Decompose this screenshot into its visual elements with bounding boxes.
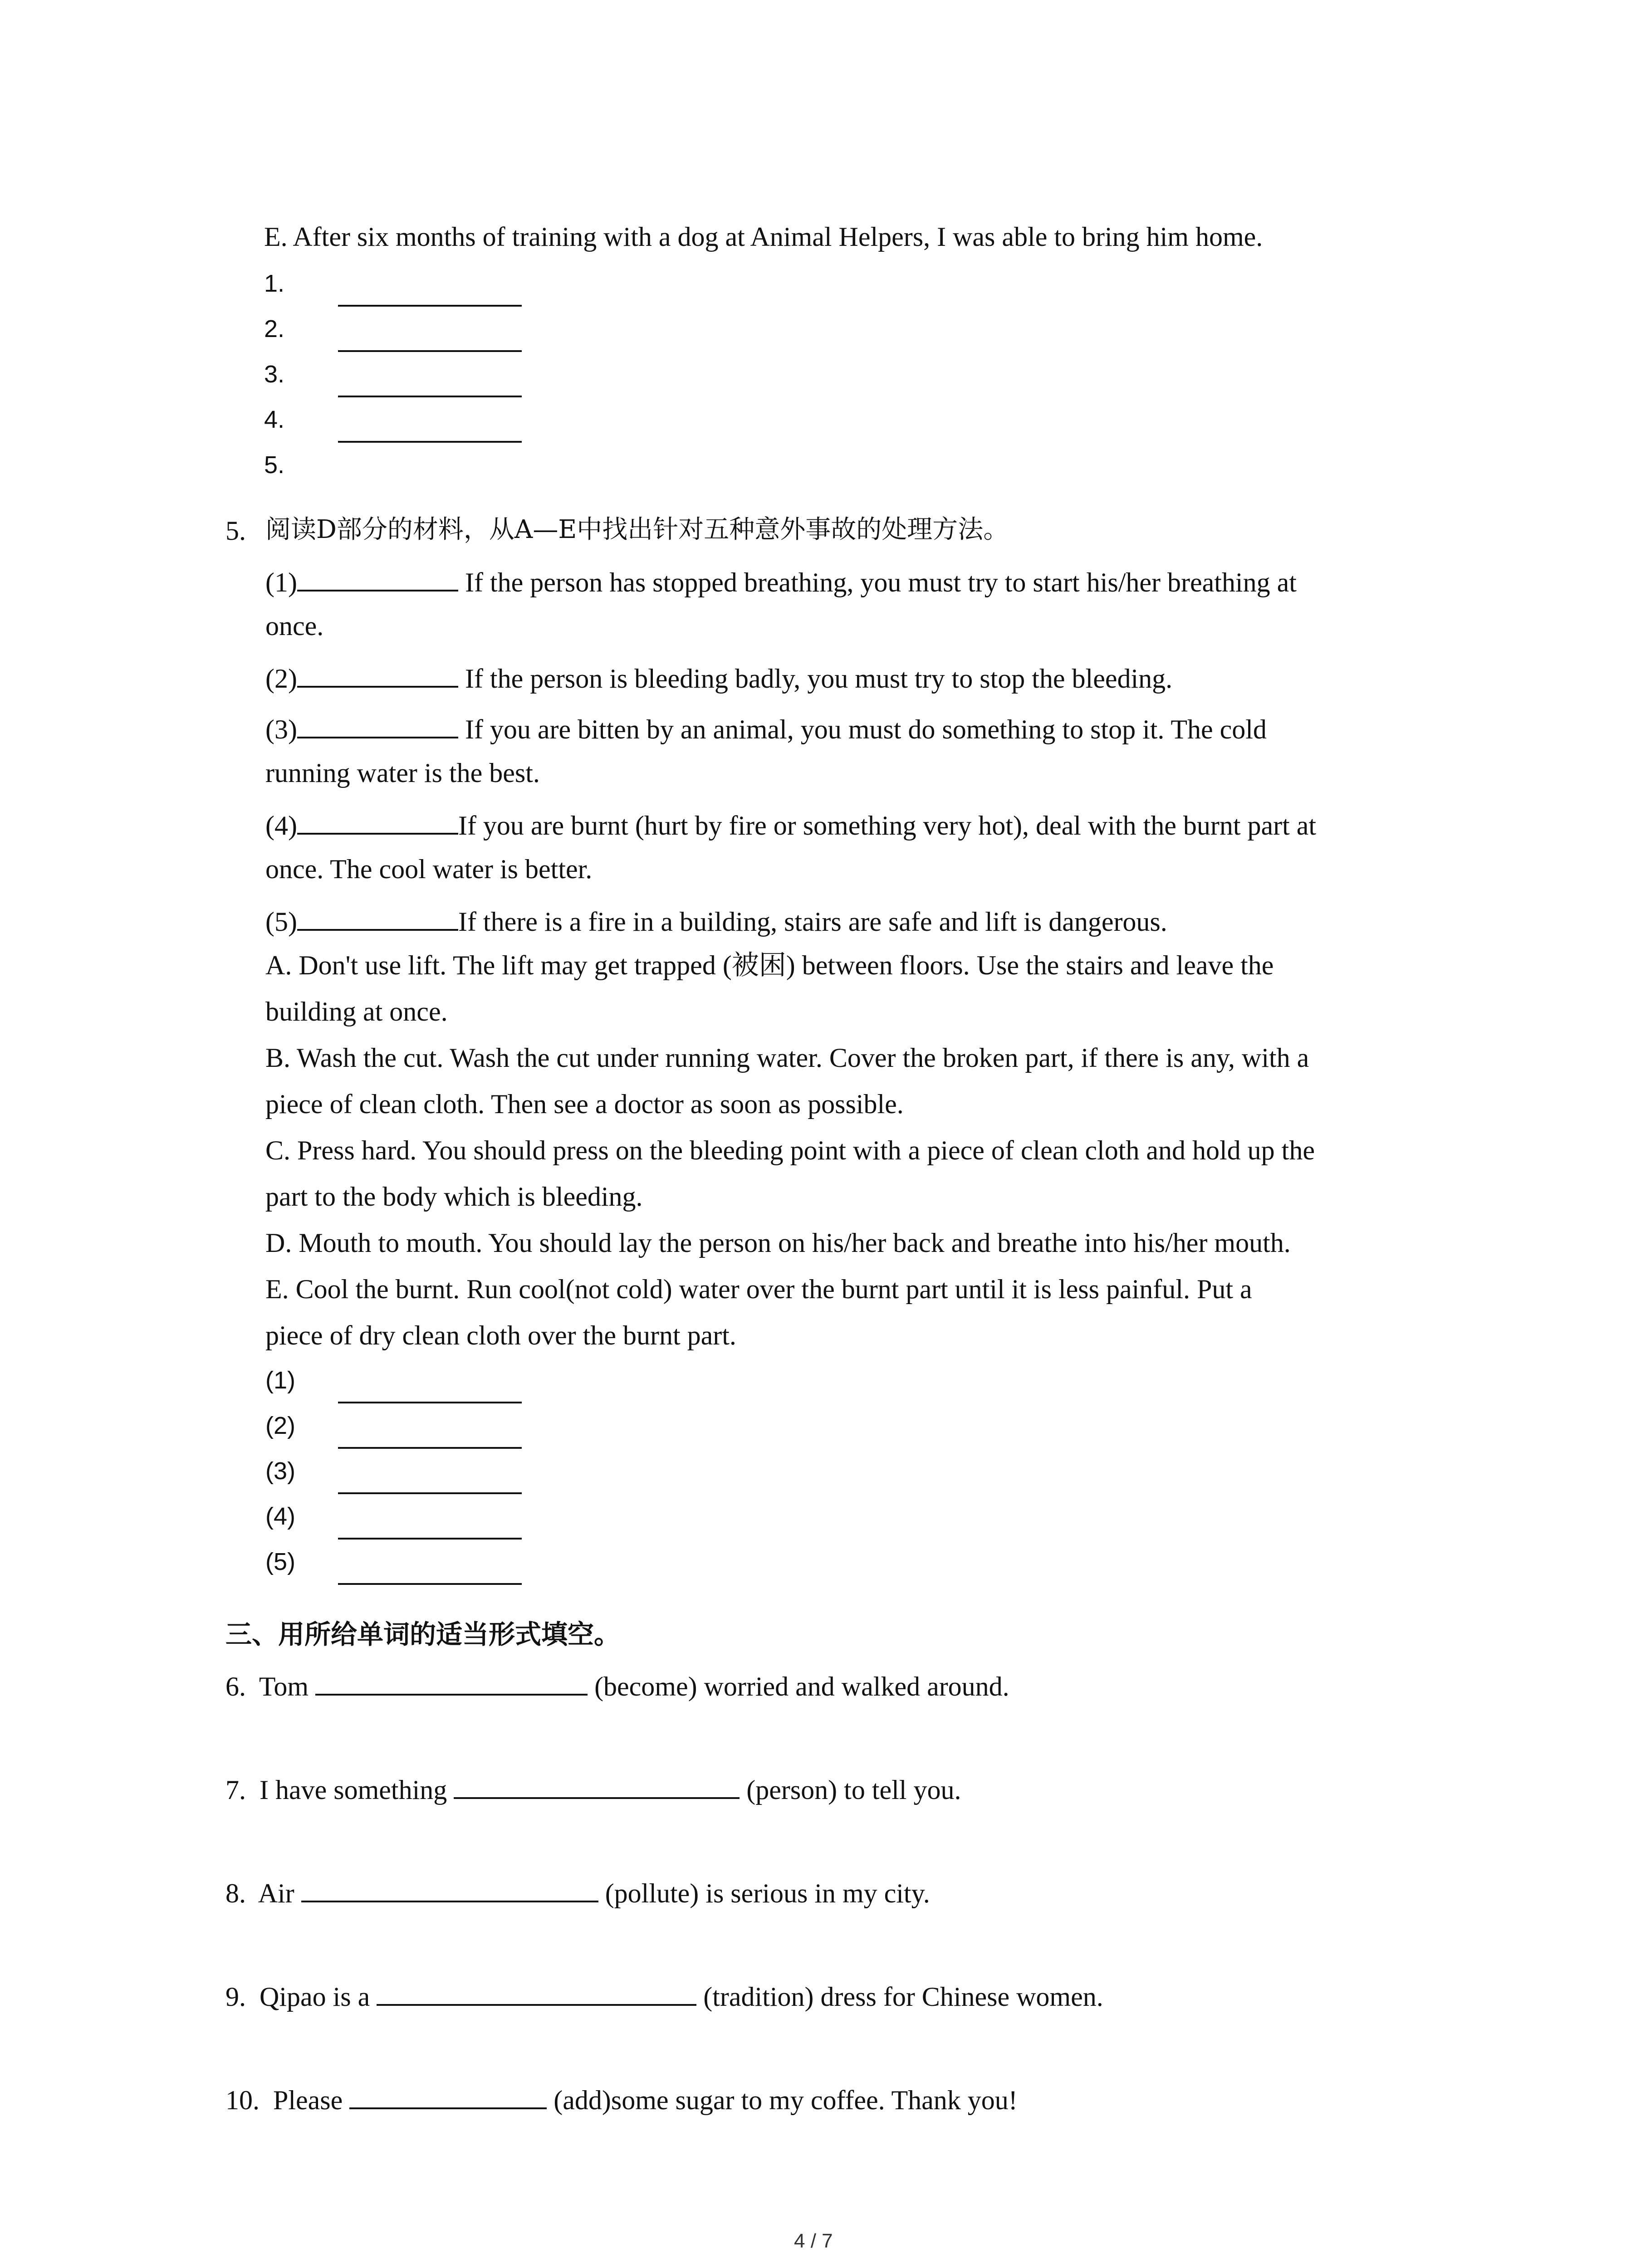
q5-item-1: (1) If the person has stopped breathing, you must try to start his/her breathing at [265,566,1297,596]
answer-blank[interactable] [338,1538,522,1540]
answer-number: (5) [265,1548,295,1575]
q5-option-a: A. Don't use lift. The lift may get trapped (被困) between floors. Use the stairs and leave the [265,950,1274,980]
q5-option-b: B. Wash the cut. Wash the cut under running water. Cover the broken part, if there is any, with a [265,1043,1309,1073]
question-5-instruction: 阅读D部分的材料，从A—E中找出针对五种意外事故的处理方法。 [265,515,1009,544]
answer-blank[interactable] [338,1583,522,1585]
q5-option-e-cont: piece of dry clean cloth over the burnt part. [265,1320,736,1350]
answer-number: (2) [265,1412,295,1439]
q5-item-4: (4) If you are burnt (hurt by fire or something very hot), deal with the burnt part at [265,809,1316,839]
q5-item-2: (2) If the person is bleeding badly, you must try to stop the bleeding. [265,662,1172,692]
answer-number: (4) [265,1503,295,1530]
q5-item-5: (5) If there is a fire in a building, stairs are safe and lift is dangerous. [265,905,1167,935]
question-10: 10. Please (add)some sugar to my coffee. Thank you! [225,2084,1018,2114]
fill-blank[interactable] [297,713,458,738]
answer-blank[interactable] [338,350,522,352]
answer-number: (1) [265,1367,295,1394]
answer-number: 4. [264,406,285,433]
question-9: 9. Qipao is a (tradition) dress for Chinese women. [225,1980,1103,2010]
q5-option-b-cont: piece of clean cloth. Then see a doctor as soon as possible. [265,1089,904,1119]
q5-item-3: (3) If you are bitten by an animal, you must do something to stop it. The cold [265,713,1267,743]
fill-blank[interactable] [454,1774,740,1799]
question-8: 8. Air (pollute) is serious in my city. [225,1877,930,1907]
answer-blank[interactable] [338,1492,522,1494]
question-6: 6. Tom (become) worried and walked around. [225,1670,1009,1700]
fill-blank[interactable] [349,2084,547,2109]
option-e-text: E. After six months of training with a dog at Animal Helpers, I was able to bring him home. [264,222,1263,252]
fill-blank[interactable] [297,809,458,835]
fill-blank[interactable] [297,662,458,688]
q5-item-4-cont: once. The cool water is better. [265,854,593,884]
question-7: 7. I have something (person) to tell you. [225,1774,961,1804]
fill-blank[interactable] [301,1877,598,1902]
answer-blank[interactable] [338,396,522,397]
answer-blank[interactable] [338,305,522,307]
answer-number: 1. [264,270,285,297]
q5-option-c-cont: part to the body which is bleeding. [265,1182,643,1212]
q5-option-c: C. Press hard. You should press on the bleeding point with a piece of clean cloth and hold up the [265,1135,1315,1165]
answer-number: 2. [264,315,285,342]
q5-item-1-cont: once. [265,611,324,641]
page-number: 4 / 7 [794,2230,833,2252]
q5-item-3-cont: running water is the best. [265,758,540,788]
answer-number: (3) [265,1457,295,1485]
fill-blank[interactable] [377,1980,696,2006]
q5-option-a-cont: building at once. [265,997,448,1026]
answer-blank[interactable] [338,441,522,443]
answer-number: 3. [264,361,285,388]
answer-blank[interactable] [338,1402,522,1403]
fill-blank[interactable] [297,566,458,591]
question-5-number: 5. [225,516,246,546]
answer-number: 5. [264,451,285,479]
fill-blank[interactable] [315,1670,588,1696]
q5-option-d: D. Mouth to mouth. You should lay the person on his/her back and breathe into his/her mouth. [265,1228,1291,1258]
answer-blank[interactable] [338,1447,522,1449]
q5-option-e: E. Cool the burnt. Run cool(not cold) water over the burnt part until it is less painful. Put a [265,1274,1252,1304]
section-heading: 三、用所给单词的适当形式填空。 [225,1619,621,1650]
fill-blank[interactable] [297,905,458,931]
